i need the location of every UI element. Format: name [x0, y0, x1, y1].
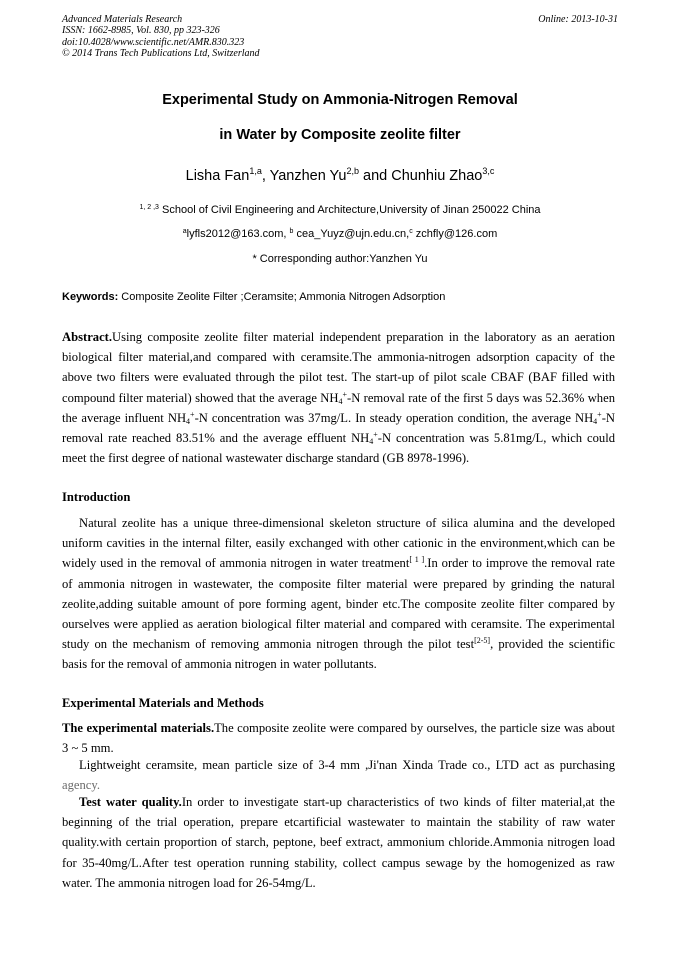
- journal-copyright: © 2014 Trans Tech Publications Ltd, Switzerland: [62, 47, 260, 59]
- corresponding-author: * Corresponding author:Yanzhen Yu: [252, 253, 428, 265]
- email-link[interactable]: lyfls2012@163.com,: [186, 228, 290, 240]
- section-heading-methods: Experimental Materials and Methods: [62, 696, 264, 710]
- section-heading-introduction: Introduction: [62, 490, 131, 504]
- author-name: Yanzhen Yu: [269, 168, 347, 184]
- materials-label: The experimental materials.: [62, 721, 215, 735]
- author-emails: $^a$lyfls2012@163.com, $^b$ cea_Yuyz@ujn.edu.cn,$^c$ zchfly@126.com: [182, 228, 498, 240]
- citation-ref[interactable]: [ 1 ]: [409, 555, 425, 565]
- journal-doi: doi:10.4028/www.scientific.net/AMR.830.323: [62, 36, 245, 48]
- affiliation: $^{1, 2 ,3}$ School of Civil Engineering and Architecture,University of Jinan 250022 China: [139, 204, 541, 216]
- ceramsite-paragraph: Lightweight ceramsite, mean particle size of 3-4 mm ,Ji'nan Xinda Trade co., LTD act as purchasing agency.: [62, 758, 615, 793]
- citation-ref[interactable]: [2-5]: [474, 636, 491, 646]
- online-date: Online: 2013-10-31: [538, 14, 618, 25]
- author-name: Chunhiu Zhao: [391, 168, 483, 184]
- journal-issn: ISSN: 1662-8985, Vol. 830, pp 323-326: [62, 25, 220, 37]
- paper-title-line-1: Experimental Study on Ammonia-Nitrogen Removal: [162, 92, 518, 108]
- author-affiliation-mark: 3,c: [482, 166, 495, 176]
- journal-header: [62, 14, 618, 59]
- journal-name: Advanced Materials Research: [62, 14, 183, 25]
- materials-paragraph: The experimental materials.The composite zeolite were compared by ourselves, the particle size was about 3 ~ 5 mm.: [62, 721, 615, 756]
- email-link[interactable]: cea_Yuyz@ujn.edu.cn,: [293, 228, 410, 240]
- abstract-paragraph: Abstract.Using composite zeolite filter material independent preparation in the laboratory as an aeration biological filter material,and compared with ceramsite.The ammonia-nitrogen adsorption capacity of the above two filters were evaluated through the pilot test. The start-up of pilot scale CBAF (BAF filled with compound filter material) showed that the average $NH_4^+-N$ removal rate of the first 5 days was 52.36% when the average influent $NH_4^+-N$ concentration was 37mg/L. In steady operation condition, the average $NH_4^+-N$ removal rate reached 83.51% and the average effluent $NH_4^+-N$ concentration was 5.81mg/L, which could meet the first degree of national wastewater discharge standard (GB 8978-1996).: [62, 330, 615, 466]
- keywords-text: Composite Zeolite Filter ;Ceramsite; Ammonia Nitrogen Adsorption: [118, 291, 446, 303]
- author-list: Lisha Fan$^{1,a}$, Yanzhen Yu$^{2,b}$ and Chunhiu Zhao$^{3,c}$: [185, 166, 495, 184]
- keywords-label: Keywords:: [62, 291, 119, 303]
- water-quality-label: Test water quality.: [79, 795, 182, 809]
- author-affiliation-mark: 1,a: [249, 166, 262, 176]
- abstract-label: Abstract.: [62, 330, 113, 344]
- paper-title-line-2: in Water by Composite zeolite filter: [219, 127, 461, 143]
- introduction-paragraph: Natural zeolite has a unique three-dimensional skeleton structure of silica alumina and the developed uniform cavities in the internal filter, easily exchanged with other cationic in the environment,which can be widely used in the removal of ammonia nitrogen in water treatment[ 1 ].In order to improve the removal rate of ammonia nitrogen in wastewater, the composite filter material were prepared by grinding the natural zeolite,adding suitable amount of pore forming agent, binder etc.The composite zeolite filter compared by ourselves were applied as aeration biological filter material and compared with ceramsite. The experimental study on the mechanism of removing ammonia nitrogen through the pilot test[2-5], provided the scientific basis for the removal of ammonia nitrogen in water pollutants.: [62, 516, 615, 672]
- author-affiliation-mark: 2,b: [346, 166, 360, 176]
- author-name: Lisha Fan: [185, 168, 250, 184]
- email-link[interactable]: zchfly@126.com: [412, 228, 498, 240]
- keywords: [62, 291, 618, 303]
- water-quality-paragraph: Test water quality.In order to investigate start-up characteristics of two kinds of filter material,at the beginning of the trial operation, prepare etcartificial wastewater to maintain the stability of raw water quality.with certain proportion of starch, peptone, beef extract, ammonium chloride.Ammonia nitrogen load for 35-40mg/L.After test operation running stability, collect campus sewage by the homogenized as raw water. The ammonia nitrogen load for 26-54mg/L.: [62, 795, 615, 890]
